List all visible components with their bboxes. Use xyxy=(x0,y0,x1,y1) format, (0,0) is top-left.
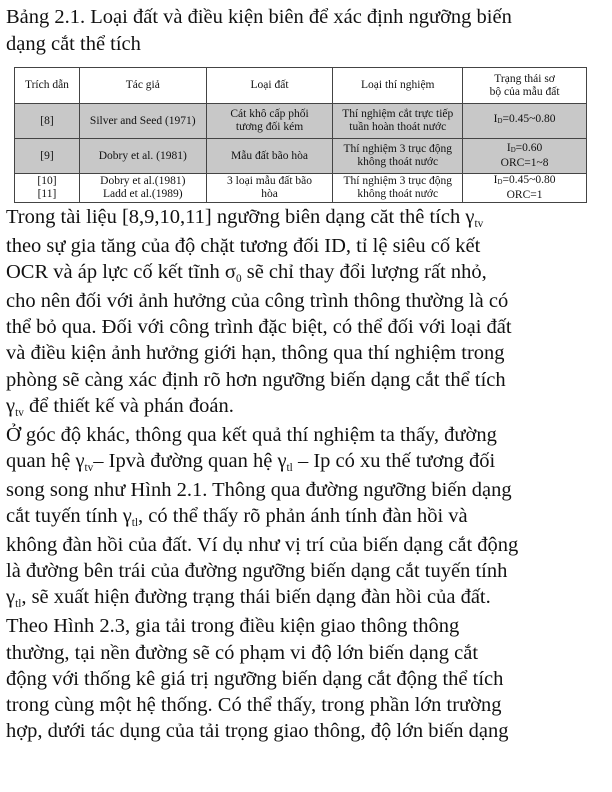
header-citation: Trích dẫn xyxy=(15,68,80,104)
cell-soil-type: Mẫu đất bão hòa xyxy=(206,139,333,174)
cell-author: Silver and Seed (1971) xyxy=(79,104,206,139)
paragraph-2: Ở góc độ khác, thông qua kết quả thí nghiệm ta thấy, đường quan hệ γtv– Ipvà đường quan hệ γtl – Ip có xu thế tương đối song song như Hình 2.1. Thông qua đường ngưỡng biến dạng cắt tuyến tính γtl, có thể thấy rõ phản ánh tính đàn hồi và không đàn hồi của đất. Ví dụ như vị trí của biến dạng cắt động là đường bên trái của đường ngưỡng biến dạng cắt tuyến tính γtl, sẽ xuất hiện đường trạng thái biến dạng đàn hồi của đất. Theo Hình 2.3, gia tải trong điều kiện giao thông thông thường, tại nền đường sẽ có phạm vi độ lớn biến dạng cắt động với thống kê giá trị ngưỡng biến dạng cắt động thể tích trong cùng một hệ thống. Có thể thấy, trong phần lớn trường hợp, dưới tác dụng của tải trọng giao thông, độ lớn biến dạng xyxy=(6,423,519,742)
soil-conditions-table xyxy=(14,67,587,203)
cell-citation: [9] xyxy=(15,139,80,174)
cell-soil-type: Cát khô cấp phối tương đối kém xyxy=(206,104,333,139)
cell-test-type: Thí nghiệm 3 trục động không thoát nước xyxy=(333,174,463,203)
header-author: Tác giả xyxy=(79,68,206,104)
header-test-type: Loại thí nghiệm xyxy=(333,68,463,104)
header-initial-state: Trạng thái sơ bộ của mẫu đất xyxy=(463,68,587,104)
caption-line-1: Bảng 2.1. Loại đất và điều kiện biên để xác định ngưỡng biến xyxy=(6,6,512,28)
table-row xyxy=(15,174,587,203)
paragraph-1: Trong tài liệu [8,9,10,11] ngưỡng biên dạng căt thê tích γtv theo sự gia tăng của độ chặt tương đối ID, tỉ lệ siêu cố kết OCR và áp lực cố kết tĩnh σ0 sẽ chỉ thay đổi lượng rất nhỏ, cho nên đối với ảnh hưởng của công trình thông thường là có thể bỏ qua. Đối với công trình đặc biệt, có thể đối với loại đất và điều kiện ảnh hưởng giới hạn, thông qua thí nghiệm trong phòng sẽ càng xác định rõ hơn ngưỡng biến dạng cắt thể tích γtv để thiết kế và phán đoán. xyxy=(6,206,512,419)
cell-test-type: Thí nghiệm cắt trực tiếp tuần hoàn thoát nước xyxy=(333,104,463,139)
cell-initial-state: $I_D=0.45\sim 0.80$ ORC=1 xyxy=(463,174,587,203)
cell-initial-state: $I_D=0.45\sim 0.80$ xyxy=(463,104,587,139)
cell-author: Dobry et al.(1981) Ladd et al.(1989) xyxy=(79,174,206,203)
table-row xyxy=(15,139,587,174)
cell-initial-state: $I_D=0.60$ ORC=1~8 xyxy=(463,139,587,174)
cell-test-type: Thí nghiệm 3 trục động không thoát nước xyxy=(333,139,463,174)
caption-line-2: dạng cắt thể tích xyxy=(6,33,141,55)
table-row xyxy=(15,104,587,139)
cell-author: Dobry et al. (1981) xyxy=(79,139,206,174)
cell-citation: [8] xyxy=(15,104,80,139)
cell-citation: [10] [11] xyxy=(15,174,80,203)
body-text xyxy=(6,204,610,744)
table-header-row xyxy=(15,68,587,104)
header-soil-type: Loại đất xyxy=(206,68,333,104)
cell-soil-type: 3 loại mẫu đất bão hòa xyxy=(206,174,333,203)
table-caption xyxy=(6,4,606,58)
